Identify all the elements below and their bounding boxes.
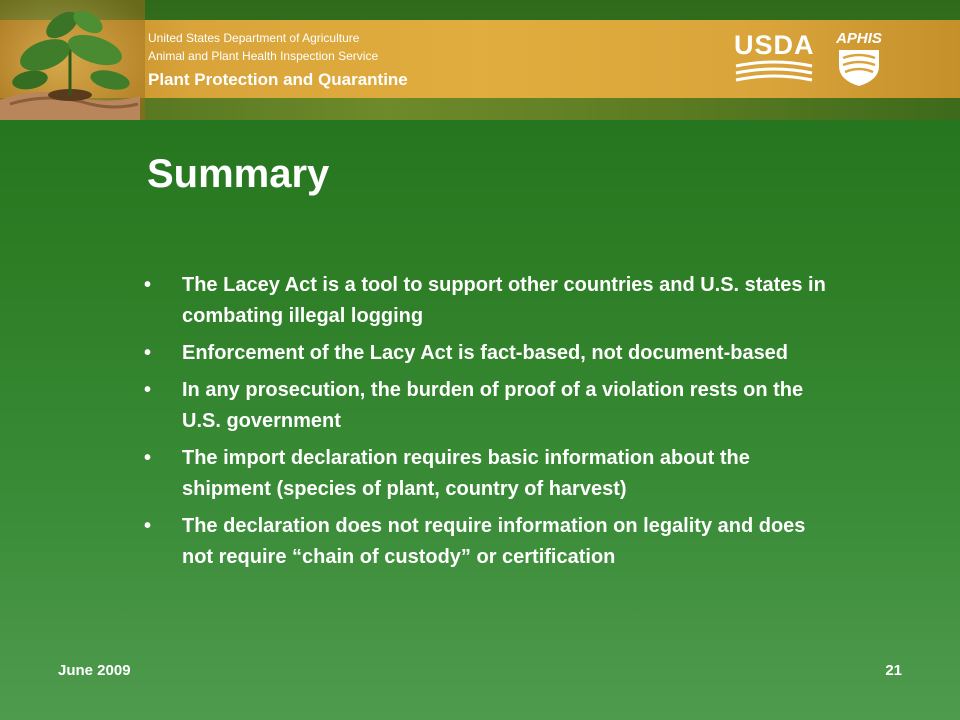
header-banner (0, 0, 960, 120)
bullet-dot: • (144, 342, 152, 364)
bullet-text: In any prosecution, the burden of proof of a violation rests on the U.S. government (182, 379, 804, 432)
bullet-item (144, 270, 834, 332)
summary-bullet-list (144, 270, 834, 579)
usda-logo (734, 30, 814, 86)
bullet-item (144, 338, 834, 369)
usda-logo-text: USDA (734, 30, 815, 60)
bullet-text: The Lacey Act is a tool to support other countries and U.S. states in combating illegal logging (182, 274, 826, 327)
bullet-item (144, 375, 834, 437)
bullet-dot: • (144, 274, 152, 296)
org-line-aphis: Animal and Plant Health Inspection Service (148, 49, 379, 63)
bullet-text: Enforcement of the Lacy Act is fact-based, not document-based (182, 342, 789, 364)
bullet-text: The import declaration requires basic information about the shipment (species of plant, country of harvest) (182, 447, 750, 500)
page-number: 21 (885, 662, 902, 679)
slide-title: Summary (147, 152, 330, 196)
usda-field-lines-icon (734, 60, 814, 86)
aphis-logo (832, 30, 886, 88)
bullet-dot: • (144, 379, 152, 401)
program-name: Plant Protection and Quarantine (148, 70, 408, 89)
bullet-dot: • (144, 447, 152, 469)
seedling-in-hands-icon (0, 0, 145, 120)
aphis-shield-icon (834, 48, 884, 88)
bullet-item (144, 443, 834, 505)
bullet-dot: • (144, 515, 152, 537)
bullet-text: The declaration does not require information on legality and does not require “chain of custody” or certification (182, 515, 806, 568)
footer-date: June 2009 (58, 662, 131, 679)
bullet-item (144, 511, 834, 573)
org-line-usda: United States Department of Agriculture (148, 31, 360, 45)
aphis-logo-text: APHIS (836, 30, 882, 47)
